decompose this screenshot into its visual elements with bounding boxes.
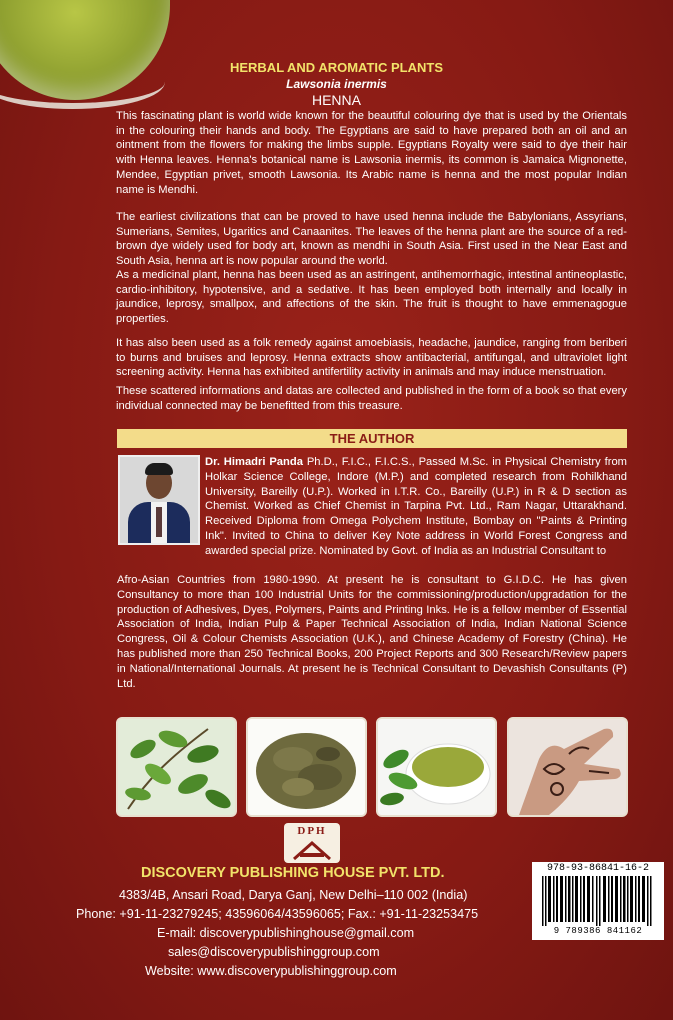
dried-henna-leaves-photo — [246, 717, 367, 817]
author-name: Dr. Himadri Panda — [205, 456, 303, 468]
author-heading: THE AUTHOR — [117, 429, 627, 448]
henna-hand-art-photo — [507, 717, 628, 817]
author-bio-bottom: Afro-Asian Countries from 1980-1990. At present he is consultant to G.I.D.C. He has given Consultancy to more than 100 Industrial Units for the commissioning/production/upgradation for the production of Adhesives, Dyes, Polymers, Paints and Printing Inks. He is a fellow member of Essential Association of India, Indian Pulp & Paper Technical Association of India, Indian National Science Congress, Oil & Colour Chemists Association (U.K.), and Chinese Academy of Forestry (China). He has published more than 250 Technical Books, 200 Project Reports and 300 Research/Review papers in National/International Journals. At present he is Technical Consultant to Devashish Consultants (P) Ltd. — [117, 574, 627, 690]
publisher-address: 4383/4B, Ansari Road, Darya Ganj, New Delhi–110 002 (India) — [119, 888, 468, 902]
author-bio-top — [205, 455, 627, 559]
barcode-bars — [542, 876, 654, 926]
publisher-sales-email[interactable]: sales@discoverypublishinggroup.com — [168, 945, 380, 959]
author-bio-part1: Ph.D., F.I.C., F.I.C.S., Passed M.Sc. in Physical Chemistry from Holkar Science College, Indore (M.P.) and completed research from Rohilkhand University, Bareilly (U.P.). Worked in I.T.R. Co., Bareilly (U.P.) in R & D section as Chemist. Worked as Chief Chemist in Tarpina Pvt. Ltd., Ram Nagar, Uttarakhand. Received Diploma from Omega Polychem Institute, Bombay on "Paints & Printing Ink". Invited to China to deliver Key Note address in World Forest Congress and awarded special prize. Nominated by Govt. of India as an Industrial Consultant to — [205, 456, 627, 557]
photo-tie — [156, 507, 162, 537]
publisher-email[interactable]: E-mail: discoverypublishinghouse@gmail.com — [157, 926, 415, 940]
paragraph-3: As a medicinal plant, henna has been used as an astringent, antihemorrhagic, intestinal antineoplastic, cardio-inhibitory, hypotensive, and a sedative. It has been employed both internally and locally in jaundice, leprosy, smallpox, and affections of the skin. The fruit is thought to have emmenagogue properties. — [116, 269, 627, 326]
isbn-number: 978-93-86841-16-2 — [546, 863, 650, 874]
author-photo — [118, 455, 200, 545]
paragraph-4: It has also been used as a folk remedy against amoebiasis, headache, jaundice, ranging from beriberi to burns and bruises and leprosy. Henna extracts show antibacterial, antifungal, and ultraviolet light screening activity. Henna has exhibited antifertility activity in animals and may induce menstruation. — [116, 337, 627, 379]
henna-powder-bowl-photo — [376, 717, 497, 817]
publisher-name: DISCOVERY PUBLISHING HOUSE PVT. LTD. — [141, 865, 445, 881]
common-name: HENNA — [311, 92, 361, 108]
logo-letters: DPH — [297, 825, 327, 837]
paragraph-2: The earliest civilizations that can be proved to have used henna include the Babylonians, Assyrians, Sumerians, Semites, Ugaritics and Canaanites. The leaves of the henna plant are the source of a red-brown dye widely used for body art, known as mendhi in South Asia. First used in the Near East and South Asia, henna art is now popular around the world. — [116, 211, 627, 268]
barcode-digits: 9 789386 841162 — [553, 926, 643, 936]
publisher-website[interactable]: Website: www.discoverypublishinggroup.com — [145, 964, 397, 978]
paragraph-5: These scattered informations and datas are collected and published in the form of a book so that every individual connected may be benefitted from this treasure. — [116, 385, 627, 412]
paragraph-1: This fascinating plant is world wide known for the beautiful colouring dye that is used by the Orientals in the colouring their hands and body. The Egyptians are said to have prepared both an oil and an ointment from the flowers for making the limbs supple. Egyptians Royalty were said to dye their hair with Henna leaves. Henna's botanical name is Lawsonia inermis, its common is Jamaica Mignonette, Mendee, Egyptian privet, smooth Lawsonia. Its Arabic name is henna and the most popular Indian name is Mendhi. — [116, 110, 627, 196]
photo-hair — [145, 463, 173, 475]
isbn-barcode — [532, 862, 664, 940]
book-title: HERBAL AND AROMATIC PLANTS — [229, 60, 444, 75]
henna-plant-photo — [116, 717, 237, 817]
latin-name: Lawsonia inermis — [286, 77, 387, 91]
publisher-phone: Phone: +91-11-23279245; 43596064/43596065; Fax.: +91-11-23253475 — [76, 907, 479, 921]
dph-logo — [284, 823, 340, 863]
